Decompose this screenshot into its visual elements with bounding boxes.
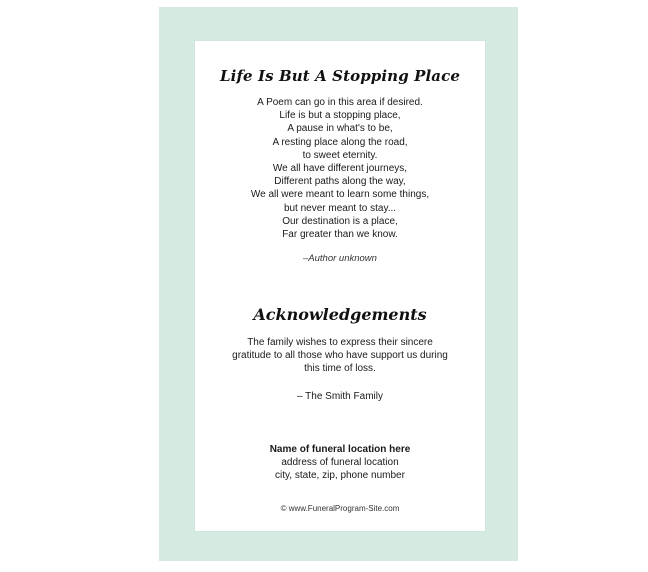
program-back-page	[159, 7, 518, 561]
poem-line: A pause in what's to be,	[287, 123, 393, 135]
acknowledgements-title: Acknowledgements	[253, 305, 427, 324]
poem-line: Far greater than we know.	[282, 229, 398, 241]
poem-line: Different paths along the way,	[274, 176, 406, 188]
content-panel	[195, 41, 485, 531]
poem-author: –Author unknown	[303, 253, 377, 264]
family-signature: – The Smith Family	[297, 391, 383, 402]
poem-line: We all were meant to learn some things,	[250, 189, 430, 201]
poem-line: A Poem can go in this area if desired.	[257, 97, 423, 108]
poem-line: to sweet eternity.	[302, 149, 378, 161]
copyright-footer: © www.FuneralProgram-Site.com	[280, 504, 400, 513]
location-name: Name of funeral location here	[269, 444, 411, 455]
acknowledgements-line: gratitude to all those who have support us during	[232, 350, 448, 362]
poem-title: Life Is But A Stopping Place	[220, 67, 460, 85]
location-city-line: city, state, zip, phone number	[275, 470, 405, 482]
acknowledgements-line: The family wishes to express their sincere	[247, 337, 433, 348]
poem-line: We all have different journeys,	[272, 163, 408, 175]
poem-line: Life is but a stopping place,	[279, 110, 401, 122]
poem-line: A resting place along the road,	[272, 136, 408, 148]
poem-line: but never meant to stay...	[283, 202, 397, 214]
acknowledgements-line: this time of loss.	[304, 363, 376, 375]
funeral-location	[195, 443, 485, 483]
acknowledgements-body	[195, 336, 485, 376]
poem-body	[195, 96, 485, 241]
poem-line: Our destination is a place,	[282, 215, 398, 227]
location-address: address of funeral location	[281, 457, 399, 469]
